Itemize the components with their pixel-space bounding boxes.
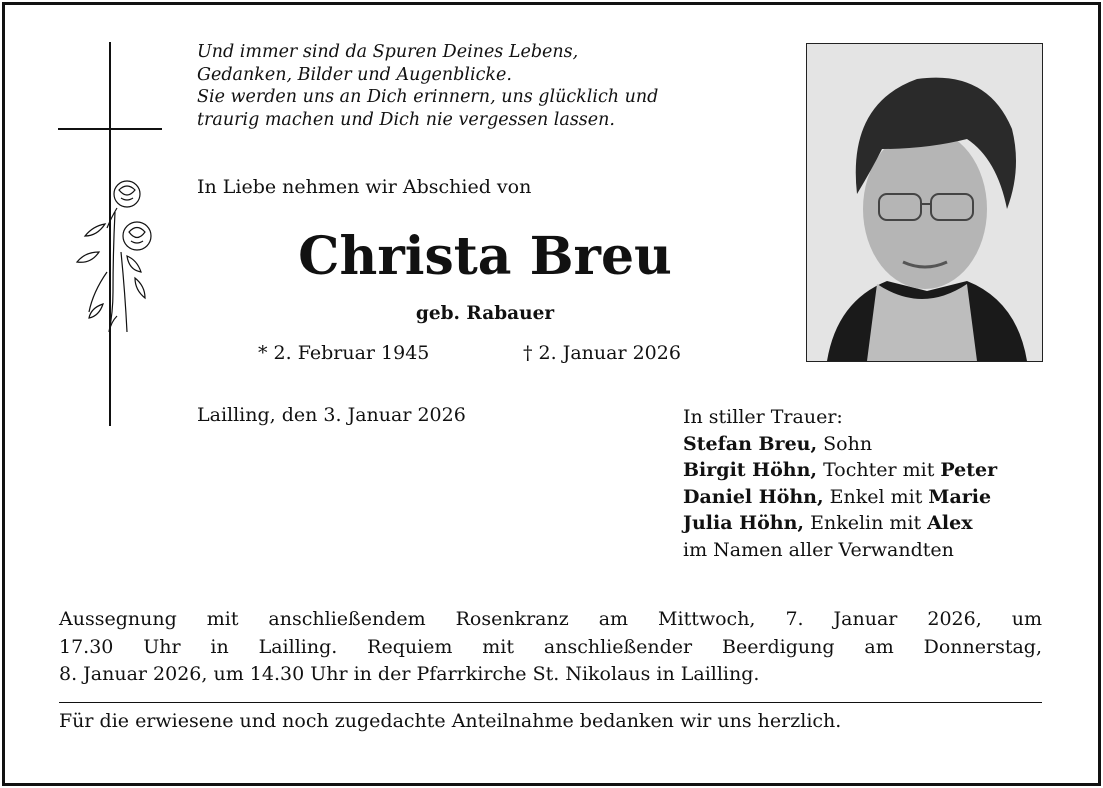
poem-line: Gedanken, Bilder und Augenblicke. — [197, 64, 512, 85]
poem-line: Und immer sind da Spuren Deines Lebens, — [197, 42, 579, 62]
service-line: 8. Januar 2026, um 14.30 Uhr in der Pfarrkirche St. Nikolaus in Lailling. — [59, 663, 760, 685]
mourners-heading: In stiller Trauer: — [683, 406, 843, 428]
mourner-relation: Sohn — [817, 432, 873, 455]
mourner-relation: Tochter mit — [817, 459, 941, 481]
mourner-relation: Enkelin mit — [804, 512, 928, 534]
mourner-partner: Marie — [928, 485, 992, 508]
poem — [197, 41, 797, 131]
birth-date: * 2. Februar 1945 — [258, 342, 430, 364]
poem-line: traurig machen und Dich nie vergessen lassen. — [197, 109, 615, 130]
deceased-name: Christa Breu — [298, 226, 672, 287]
mourners-list — [683, 404, 997, 563]
mourner-name: Birgit Höhn, — [683, 459, 818, 481]
portrait-icon — [807, 44, 1042, 361]
intro-text: In Liebe nehmen wir Abschied von — [197, 176, 532, 198]
service-line: Aussegnung mit anschließendem Rosenkranz am Mittwoch, 7. Januar 2026, um — [59, 608, 1042, 630]
place-date: Lailling, den 3. Januar 2026 — [197, 404, 466, 426]
poem-line: Sie werden uns an Dich erinnern, uns glücklich und — [197, 87, 659, 107]
list-item — [683, 457, 997, 484]
list-item — [683, 431, 997, 458]
list-item — [683, 510, 997, 537]
mourner-partner: Alex — [927, 512, 973, 534]
divider — [59, 702, 1042, 703]
service-details — [59, 606, 1042, 689]
mourner-name: Julia Höhn, — [683, 512, 805, 534]
thanks-text: Für die erwiesene und noch zugedachte Anteilnahme bedanken wir uns herzlich. — [59, 710, 842, 732]
portrait-photo — [806, 43, 1043, 362]
mourner-name: Daniel Höhn, — [683, 485, 824, 508]
mourners-closing: im Namen aller Verwandten — [683, 538, 954, 561]
mourner-name: Stefan Breu, — [683, 432, 818, 455]
mourner-relation: Enkel mit — [823, 485, 929, 508]
mourner-partner: Peter — [940, 459, 998, 481]
cross-with-roses-icon — [55, 42, 165, 428]
service-line: 17.30 Uhr in Lailling. Requiem mit anschließender Beerdigung am Donnerstag, — [59, 635, 1042, 658]
list-item — [683, 484, 997, 511]
maiden-name: geb. Rabauer — [415, 303, 555, 324]
death-date: † 2. Januar 2026 — [523, 342, 681, 364]
